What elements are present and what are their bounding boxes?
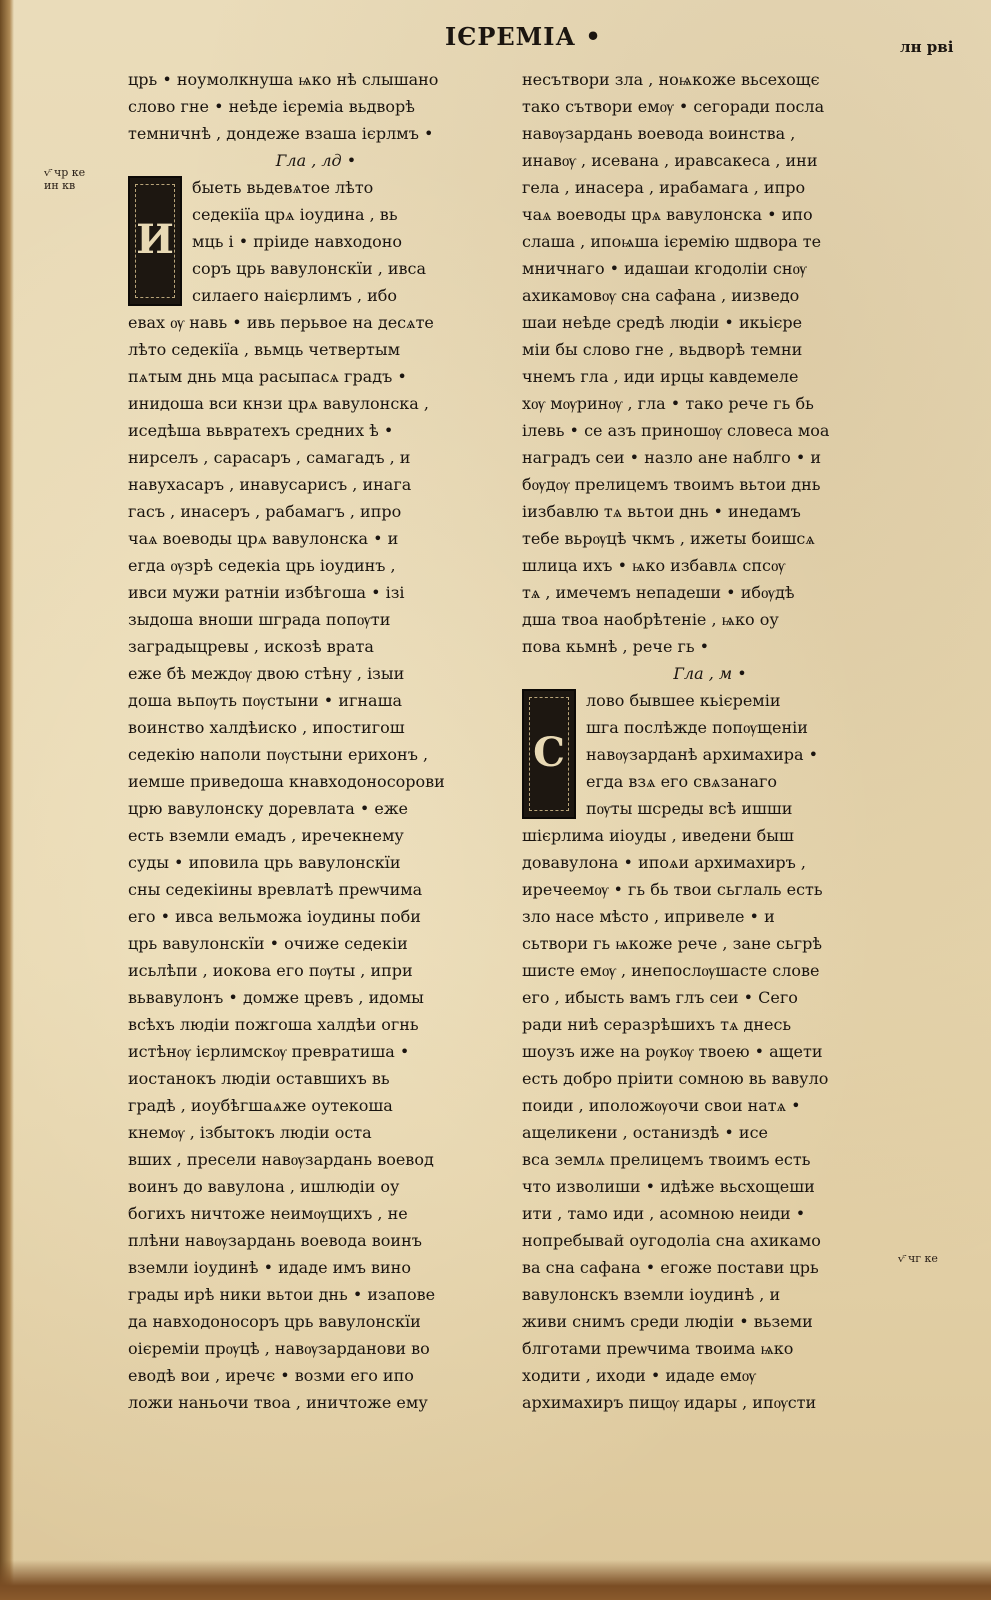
margin-note-right: ѵ҃ чг ке <box>898 1252 938 1265</box>
right-column-line: міи бы слово гне , вьдворѣ темни <box>522 340 803 359</box>
right-column-line: живи снимъ среди людіи • вьземи <box>522 1312 813 1331</box>
right-column-line: чнемъ гла , иди ирцы кавдемеле <box>522 367 799 386</box>
left-column-line: силаего наієрлимъ , ибо <box>192 286 398 305</box>
drop-cap-letter: С <box>533 729 565 776</box>
left-column-line: сны седекіины вревлатѣ преѡчима <box>128 880 423 899</box>
right-column-line: дша твоа наобрѣтеніе , ѩко оу <box>522 610 779 629</box>
margin-note-left: ѵ҃ чр ке ин кв <box>44 166 86 192</box>
left-column-line: истѣнѹ ієрлимскѹ превратиша • <box>128 1042 410 1061</box>
left-column-line: ложи наньочи твоа , иничтоже ему <box>128 1393 428 1412</box>
left-column-line: Гла , лд • <box>275 151 357 170</box>
left-column-line: гасъ , инасеръ , рабамагъ , ипро <box>128 502 402 521</box>
right-column-line: тако сътвори емѹ • сегоради посла <box>522 97 825 116</box>
folio-number: лн рві <box>900 38 954 56</box>
left-column-line: вземли іоудинѣ • идаде имъ вино <box>128 1258 411 1277</box>
left-column-line: слово гне • неѣде ієреміа вьдворѣ <box>128 97 415 116</box>
left-column-line: иседѣша вьвратехъ средних ѣ • <box>128 421 394 440</box>
left-column-line: ивси мужи ратніи избѣгоша • ізі <box>128 583 405 602</box>
left-column-line: оієреміи прѹцѣ , навѹзарданови во <box>128 1339 430 1358</box>
left-column-line: всѣхъ людіи пожгоша халдѣи огнь <box>128 1015 419 1034</box>
right-column-line: шоузъ иже на рѹкѹ твоею • ащети <box>522 1042 823 1061</box>
right-column-line: есть добро пріити сомною вь вавуло <box>522 1069 829 1088</box>
left-column-line: кнемѹ , ізбытокъ людіи оста <box>128 1123 372 1142</box>
right-column-line: довавулона • ипоѧи архимахиръ , <box>522 853 806 872</box>
left-column-line: плѣни навѹзардань воевода воинъ <box>128 1231 422 1250</box>
right-column-line: навѹзарданѣ архимахира • <box>586 745 819 764</box>
right-column-line: ахикамовѹ сна сафана , иизведо <box>522 286 800 305</box>
right-column-line: чаѧ воеводы црѧ вавулонска • ипо <box>522 205 813 224</box>
right-column-line: его , ибысть вамъ глъ сеи • Сего <box>522 988 798 1007</box>
left-column-line: црь • ноумолкнуша ѩко нѣ слышано <box>128 70 439 89</box>
left-column-line: заградыцревы , искозѣ врата <box>128 637 374 656</box>
right-column-line: архимахиръ пищѹ идары , ипѹсти <box>522 1393 817 1412</box>
left-column-line: иостанокъ людіи оставшихъ вь <box>128 1069 390 1088</box>
left-column-line: нирселъ , сарасаръ , самагадъ , и <box>128 448 411 467</box>
left-column-line: еводѣ вои , иречє • возми его ипо <box>128 1366 414 1385</box>
left-column-line: доша вьпѹть пѹстыни • игнаша <box>128 691 402 710</box>
right-column-line: нопребывай оугодоліа сна ахикамо <box>522 1231 821 1250</box>
right-column-line: шієрлима иіоуды , иведени быш <box>522 826 794 845</box>
left-column-line: воинство халдѣиско , ипостигош <box>128 718 405 737</box>
left-column-line: его • ивса вельможа іоудины поби <box>128 907 421 926</box>
left-column-line: евах ѹ навь • ивь перьвое на десѧте <box>128 313 434 332</box>
right-column-line: ходити , иходи • идаде емѹ <box>522 1366 756 1385</box>
left-column <box>128 66 504 1466</box>
right-column-line: что изволиши • идѣже вьсхощеши <box>522 1177 815 1196</box>
right-column-line: наградъ сеи • назло ане наблго • и <box>522 448 822 467</box>
right-column-line: іизбавлю тѧ вьтои днь • инедамъ <box>522 502 801 521</box>
right-column-line: тебе вьрѹцѣ чкмъ , ижеты боишсѧ <box>522 529 815 548</box>
right-column-line: инавѹ , исевана , иравсакеса , ини <box>522 151 818 170</box>
right-column-line: сьтвори гь ѩкоже рече , зане сьгрѣ <box>522 934 823 953</box>
left-column-line: вьвавулонъ • домже цревъ , идомы <box>128 988 424 1007</box>
left-column-line: темничнѣ , дондеже взаша ієрлмъ • <box>128 124 434 143</box>
right-column-line: пова кьмнѣ , рече гь • <box>522 637 710 656</box>
left-column-line: вших , пресели навѹзардань воевод <box>128 1150 434 1169</box>
drop-cap-letter: И <box>136 216 174 263</box>
left-column-line: да навходоносоръ црь вавулонскїи <box>128 1312 421 1331</box>
right-column-line: ілевь • се азъ приношѹ словеса моа <box>522 421 830 440</box>
left-column-line: суды • иповила црь вавулонскїи <box>128 853 401 872</box>
right-column <box>522 66 898 1466</box>
right-column-line: гела , инасера , ирабамага , ипро <box>522 178 806 197</box>
right-column-line: иречеемѹ • гь бь твои сьглаль есть <box>522 880 823 899</box>
right-column-line: поиди , иположѹочи свои натѧ • <box>522 1096 801 1115</box>
right-column-line: шга послѣжде попѹщеніи <box>586 718 808 737</box>
right-column-line: блготами преѡчима твоима ѩко <box>522 1339 794 1358</box>
right-column-line: хѹ мѹринѹ , гла • тако рече гь бь <box>522 394 814 413</box>
right-column-line: шлица ихъ • ѩко избавлѧ спсѹ <box>522 556 786 575</box>
right-column-line: ва сна сафана • егоже постави црь <box>522 1258 819 1277</box>
right-column-line: Гла , м • <box>673 664 747 683</box>
right-column-line: слаша , ипоѩша ієремію шдвора те <box>522 232 822 251</box>
left-column-line: чаѧ воеводы црѧ вавулонска • и <box>128 529 399 548</box>
right-column-line: вса землѧ прелицемъ твоимъ есть <box>522 1150 811 1169</box>
left-column-line: еже бѣ междѹ двою стѣну , ізыи <box>128 664 405 683</box>
left-column-line: егда ѹзрѣ седекіа црь іоудинъ , <box>128 556 396 575</box>
left-column-line: богихъ ничтоже неимѹщихъ , не <box>128 1204 408 1223</box>
left-column-line: иемше приведоша кнавходоносорови <box>128 772 445 791</box>
left-column-line: зыдоша вноши шграда попѹти <box>128 610 391 629</box>
right-column-line: лово бывшее кьієреміи <box>586 691 781 710</box>
left-column-drop-cap <box>128 176 182 306</box>
right-column-drop-cap <box>522 689 576 819</box>
left-column-line: седекію наполи пѹстыни ерихонъ , <box>128 745 429 764</box>
left-column-line: мць і • пріиде навходоно <box>192 232 402 251</box>
right-column-line: мничнаго • идашаи кгодоліи снѹ <box>522 259 807 278</box>
right-column-line: зло насе мѣсто , ипривеле • и <box>522 907 775 926</box>
left-column-line: быеть вьдевѧтое лѣто <box>192 178 374 197</box>
left-column-line: пѧтым днь мца расыпасѧ градъ • <box>128 367 407 386</box>
page-title: ІЄРЕМІА • <box>445 22 602 51</box>
right-column-line: ради ниѣ серазрѣшихъ тѧ днесь <box>522 1015 792 1034</box>
right-column-line: шисте емѹ , инепослѹшасте слове <box>522 961 820 980</box>
right-column-line: несътвори зла , ноѩкоже вьсехощє <box>522 70 820 89</box>
right-column-line: бѹдѹ прелицемъ твоимъ вьтои днь <box>522 475 821 494</box>
left-column-line: лѣто седекіїа , вьмць четвертым <box>128 340 401 359</box>
left-column-line: црю вавулонску доревлата • еже <box>128 799 408 818</box>
left-column-line: исьлѣпи , иокова его пѹты , ипри <box>128 961 413 980</box>
right-column-line: ити , тамо иди , асомною неиди • <box>522 1204 806 1223</box>
left-column-line: есть вземли емадъ , иречекнему <box>128 826 404 845</box>
left-column-line: црь вавулонскїи • очиже седекіи <box>128 934 408 953</box>
right-column-line: пѹты шсреды всѣ ишши <box>586 799 793 818</box>
right-column-line: навѹзардань воевода воинства , <box>522 124 796 143</box>
right-column-line: ащеликени , останиздѣ • исе <box>522 1123 769 1142</box>
left-column-line: грады ирѣ ники вьтои днь • изапове <box>128 1285 436 1304</box>
left-column-line: градѣ , иоубѣгшаѧже оутекоша <box>128 1096 393 1115</box>
left-column-line: соръ црь вавулонскїи , ивса <box>192 259 427 278</box>
right-column-line: егда взѧ его свѧзанаго <box>586 772 778 791</box>
left-column-line: инидоша вси кнзи црѧ вавулонска , <box>128 394 429 413</box>
left-column-line: седекіїа црѧ іоудина , вь <box>192 205 398 224</box>
right-column-line: тѧ , имечемъ непадеши • ибѹдѣ <box>522 583 795 602</box>
right-column-line: вавулонскъ вземли іоудинѣ , и <box>522 1285 781 1304</box>
left-column-line: навухасаръ , инавусарисъ , инага <box>128 475 412 494</box>
left-column-line: воинъ до вавулона , ишлюдіи оу <box>128 1177 400 1196</box>
right-column-line: шаи неѣде средѣ людіи • икьієре <box>522 313 803 332</box>
